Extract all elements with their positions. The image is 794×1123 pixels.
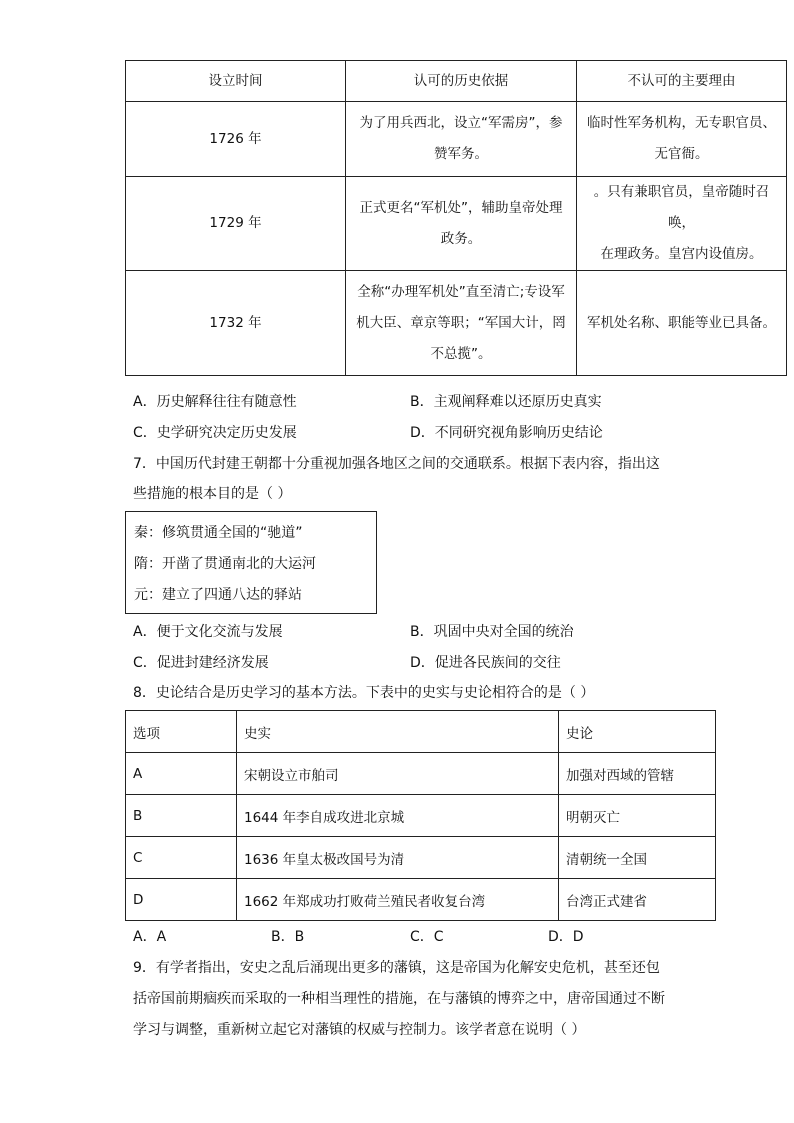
material-line: 元：建立了四通八达的驿站: [134, 587, 302, 603]
fact-cell: 宋朝设立市舶司: [237, 753, 559, 795]
header-cell: 不认可的主要理由: [577, 61, 787, 102]
basis-cell: [346, 177, 577, 271]
q9-stem: 括帝国前期痼疾而采取的一种相当理性的措施，在与藩镇的博弈之中，唐帝国通过不断: [133, 991, 665, 1007]
table-row: [126, 102, 787, 177]
reason-cell: [577, 177, 787, 271]
cell-line: 军机处名称、职能等业已具备。: [587, 314, 776, 331]
q7-option-b[interactable]: B．巩固中央对全国的统治: [410, 624, 574, 640]
table-row: [126, 177, 787, 271]
material-line: 秦：修筑贯通全国的“驰道”: [134, 525, 303, 541]
basis-cell: [346, 271, 577, 376]
option-cell: D: [126, 879, 237, 921]
table-row: [126, 795, 716, 837]
q7-option-d[interactable]: D．促进各民族间的交往: [410, 655, 561, 671]
fact-cell: 1636 年皇太极改国号为清: [237, 837, 559, 879]
cell-line: 为了用兵西北，设立“军需房”，参: [359, 115, 563, 131]
material-line: 隋：开凿了贯通南北的大运河: [134, 556, 316, 572]
q8-option-a[interactable]: A．A: [133, 929, 167, 945]
q6-option-b[interactable]: B．主观阐释难以还原历史真实: [410, 394, 602, 410]
q7-option-c[interactable]: C．促进封建经济发展: [133, 655, 269, 671]
cell-line: 不总揽”。: [430, 345, 492, 362]
q8-option-d[interactable]: D．D: [548, 929, 584, 945]
table-header-row: [126, 711, 716, 753]
cell-line: 全称“办理军机处”直至清亡;专设军: [357, 283, 565, 300]
q6-option-a[interactable]: A．历史解释往往有随意性: [133, 394, 297, 410]
option-cell: B: [126, 795, 237, 837]
table-row: [126, 753, 716, 795]
cell-line: 在理政务。皇宫内设值房。: [600, 246, 763, 262]
header-cell: 设立时间: [126, 61, 346, 102]
year-cell: 1729 年: [126, 177, 346, 271]
option-cell: C: [126, 837, 237, 879]
q8-stem: 8．史论结合是历史学习的基本方法。下表中的史实与史论相符合的是（ ）: [133, 685, 595, 701]
q8-option-b[interactable]: B．B: [271, 929, 305, 945]
cell-line: 机大臣、章京等职；“军国大计，罔: [356, 314, 566, 331]
history-fact-table: [125, 710, 716, 921]
history-basis-table: [125, 60, 787, 376]
cell-line: 赞军务。: [434, 146, 488, 162]
q6-option-d[interactable]: D．不同研究视角影响历史结论: [410, 425, 603, 441]
reason-cell: [577, 102, 787, 177]
basis-cell: [346, 102, 577, 177]
table-header-row: [126, 61, 787, 102]
q7-stem: 些措施的根本目的是（ ）: [133, 486, 292, 502]
header-cell: 史实: [237, 711, 559, 753]
year-cell: 1732 年: [126, 271, 346, 376]
q7-stem: 7．中国历代封建王朝都十分重视加强各地区之间的交通联系。根据下表内容，指出这: [133, 456, 660, 472]
reason-cell: [577, 271, 787, 376]
table-row: [126, 879, 716, 921]
conclusion-cell: 台湾正式建省: [559, 879, 716, 921]
fact-cell: 1644 年李自成攻进北京城: [237, 795, 559, 837]
cell-line: 。只有兼职官员，皇帝随时召唤，: [593, 184, 770, 231]
conclusion-cell: 清朝统一全国: [559, 837, 716, 879]
table-row: [126, 837, 716, 879]
conclusion-cell: 明朝灭亡: [559, 795, 716, 837]
year-cell: 1726 年: [126, 102, 346, 177]
header-cell: 认可的历史依据: [346, 61, 577, 102]
q7-material-box: [125, 511, 377, 614]
fact-cell: 1662 年郑成功打败荷兰殖民者收复台湾: [237, 879, 559, 921]
header-cell: 史论: [559, 711, 716, 753]
option-cell: A: [126, 753, 237, 795]
q8-option-c[interactable]: C．C: [410, 929, 444, 945]
table-row: [126, 271, 787, 376]
cell-line: 无官衙。: [654, 146, 709, 162]
q7-option-a[interactable]: A．便于文化交流与发展: [133, 624, 283, 640]
q6-option-c[interactable]: C．史学研究决定历史发展: [133, 425, 297, 441]
cell-line: 正式更名“军机处”，辅助皇帝处理: [359, 199, 563, 216]
cell-line: 临时性军务机构，无专职官员、: [587, 115, 776, 131]
conclusion-cell: 加强对西域的管辖: [559, 753, 716, 795]
q9-stem: 9．有学者指出，安史之乱后涌现出更多的藩镇，这是帝国为化解安史危机，甚至还包: [133, 960, 660, 976]
header-cell: 选项: [126, 711, 237, 753]
cell-line: 政务。: [440, 230, 482, 247]
q9-stem: 学习与调整，重新树立起它对藩镇的权威与控制力。该学者意在说明（ ）: [133, 1022, 586, 1038]
